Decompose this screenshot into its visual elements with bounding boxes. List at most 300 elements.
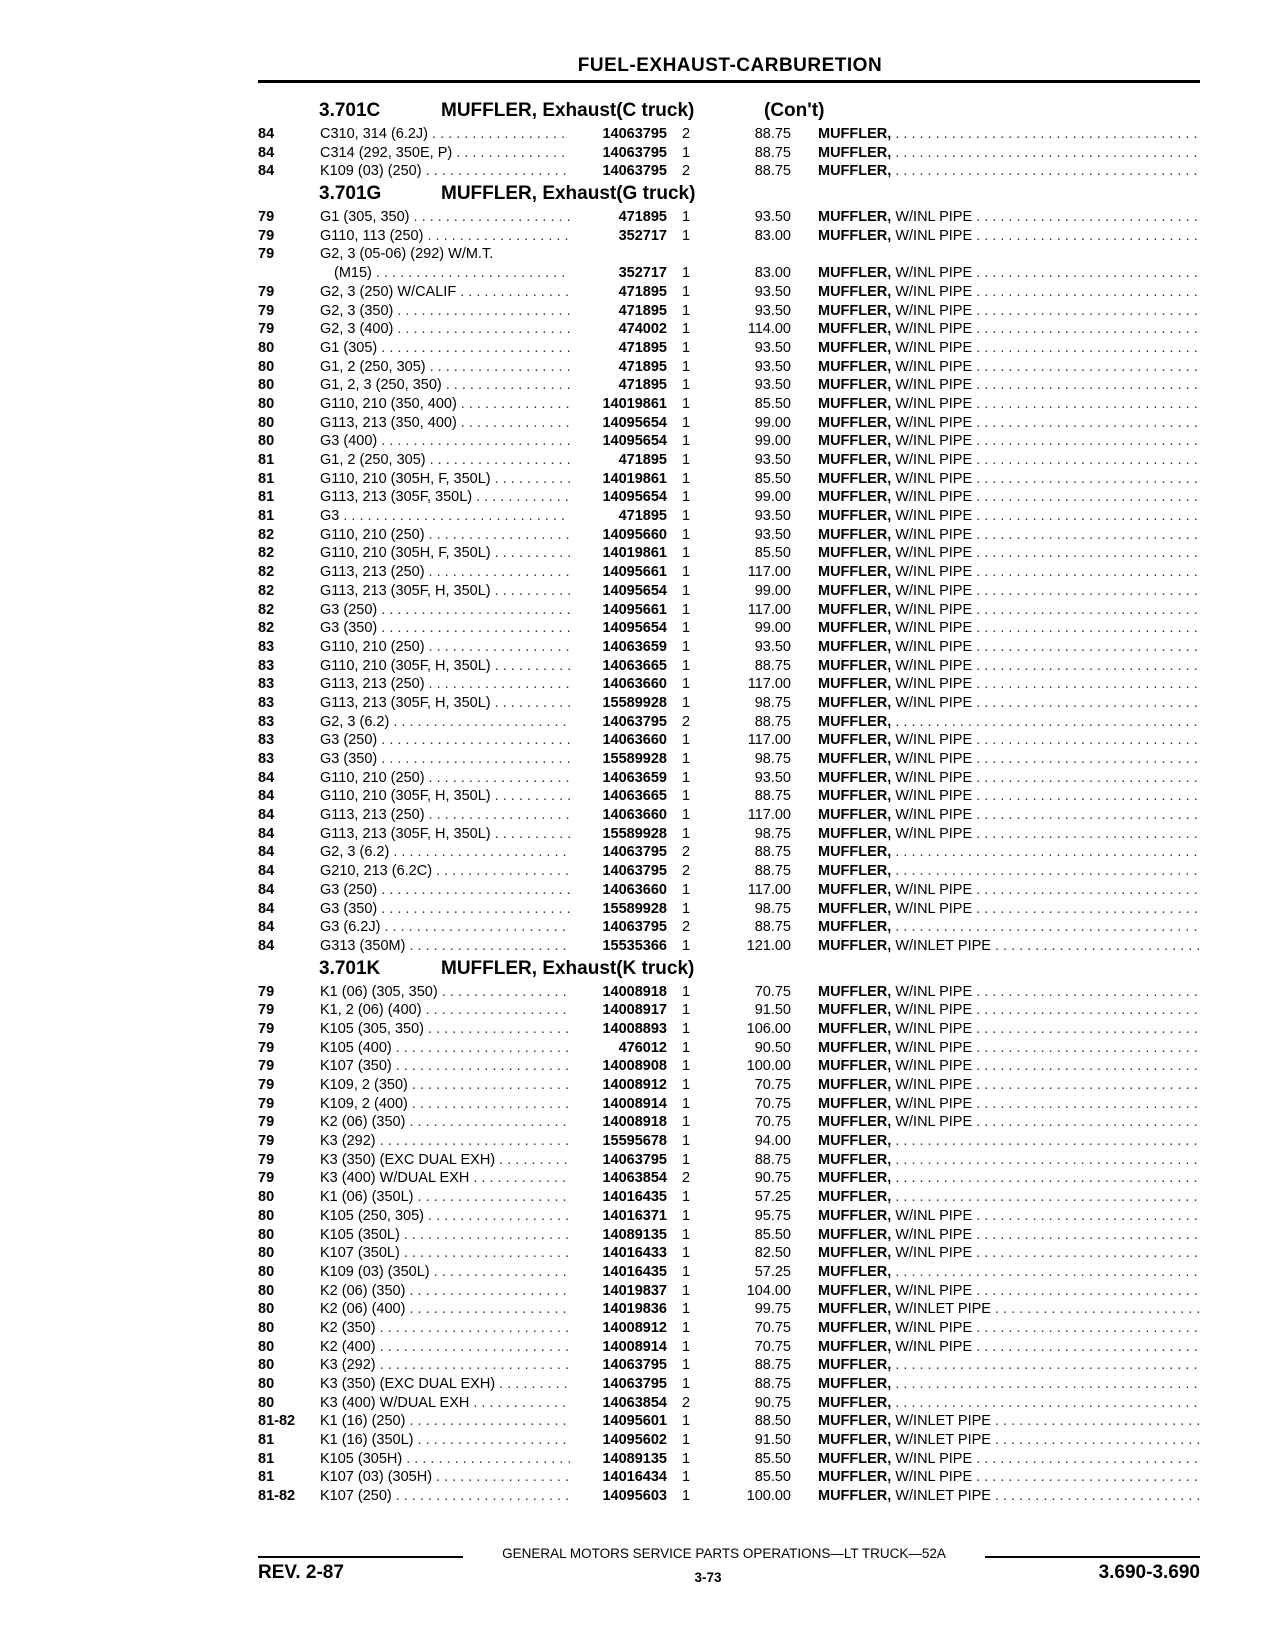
row-model: G1 (305, 350) . . . [320,208,603,227]
row-year: 80 [258,1394,275,1411]
row-part-number: 14008912 [570,1076,667,1095]
row-description-main: MUFFLER, [818,1319,892,1336]
row-quantity: 1 [681,1301,691,1318]
table-row [258,395,1200,414]
row-year: 80 [258,1376,275,1392]
row-year: 79 [258,246,275,263]
row-description-main: MUFFLER, [818,265,892,282]
row-description [818,1169,1200,1188]
row-part-number: 14063659 [570,769,667,788]
table-row [258,1207,1200,1226]
footer-rule-right [985,1556,1200,1558]
row-quantity: 1 [681,769,691,786]
row-year: 80 [258,377,275,394]
row-year: 84 [258,788,275,805]
row-quantity: 2 [681,163,691,180]
row-description-main: MUFFLER, [818,564,892,581]
row-description [818,507,1200,526]
row-quantity: 1 [681,1207,691,1224]
row-part-number: 14008908 [570,1057,667,1076]
row-quantity: 1 [681,377,691,394]
row-part-number: 14019836 [570,1300,667,1319]
row-model: K3 (292) . . . [320,1132,603,1151]
row-description-detail: W/INL PIPE [895,545,973,562]
row-description-main: MUFFLER, [818,1469,892,1486]
row-description-detail: W/INLET PIPE [895,1301,991,1318]
row-quantity: 1 [681,751,691,767]
row-description [818,432,1200,451]
row-part-number: 14095660 [570,526,667,545]
row-model: K1 (16) (250) . . . [320,1412,603,1431]
row-description-main: MUFFLER, [818,1226,892,1243]
row-description [818,1282,1200,1301]
row-model: K3 (350) (EXC DUAL EXH) . . . [320,1375,603,1394]
row-description [818,1263,1200,1282]
table-row [258,1319,1200,1338]
row-quantity: 2 [681,126,691,142]
row-quantity: 1 [681,638,691,655]
table-row [258,1076,1200,1095]
row-part-number: 474002 [570,320,667,339]
row-description [818,358,1200,377]
row-quantity: 1 [681,1077,691,1093]
row-year: 82 [258,526,275,543]
row-part-number: 14063659 [570,638,667,657]
row-description [818,1095,1200,1114]
row-part-number: 471895 [570,507,667,526]
row-quantity: 1 [681,526,691,543]
row-description [818,227,1200,246]
row-year: 79 [258,227,275,244]
row-price: 99.00 [754,582,791,599]
row-price: 114.00 [747,321,791,338]
table-row [258,657,1200,676]
row-description-detail: W/INL PIPE [895,265,973,282]
row-year: 84 [258,144,275,161]
row-price: 90.75 [754,1394,791,1411]
row-part-number: 14063795 [570,162,667,181]
row-description-detail: W/INL PIPE [895,321,973,338]
row-description-main: MUFFLER, [818,937,892,954]
row-description-detail: W/INL PIPE [895,339,973,356]
row-year: 79 [258,209,275,226]
row-price: 90.50 [754,1039,791,1056]
table-row [258,806,1200,825]
row-description [818,283,1200,302]
row-description [818,638,1200,657]
row-model: G3 (250) . . . [320,601,603,620]
row-price: 88.75 [754,863,791,880]
row-model: K107 (250) . . . [320,1487,603,1506]
row-description-detail: W/INL PIPE [895,1319,973,1336]
section-title [258,956,1200,983]
row-year: 80 [258,1319,275,1336]
row-year: 80 [258,339,275,356]
row-year: 80 [258,1338,275,1355]
table-row [258,862,1200,881]
row-model: G110, 210 (350, 400) . . . [320,395,603,414]
table-row [258,713,1200,732]
row-description-main: MUFFLER, [818,358,892,375]
row-description-detail: W/INL PIPE [895,788,973,805]
row-part-number: 14016371 [570,1207,667,1226]
row-quantity: 1 [681,414,691,431]
row-description-main: MUFFLER, [818,1301,892,1318]
row-year: 83 [258,657,275,674]
row-price: 106.00 [746,1020,791,1037]
row-price: 93.50 [754,302,791,319]
row-year: 80 [258,1282,275,1299]
table-row [258,358,1200,377]
row-price: 104.00 [746,1282,791,1299]
row-model: K109 (03) (350L) . . . [320,1263,603,1282]
row-description-detail: W/INL PIPE [895,433,973,450]
row-description [818,1412,1200,1431]
row-part-number: 15535366 [570,937,667,956]
table-row [258,339,1200,358]
row-price: 88.75 [754,1151,791,1168]
row-description-detail: W/INL PIPE [895,302,973,319]
table-row [258,750,1200,769]
row-description-main: MUFFLER, [818,321,892,338]
row-model: G3 (350) . . . [320,750,603,769]
row-description-main: MUFFLER, [818,1058,892,1075]
row-description-main: MUFFLER, [818,339,892,356]
row-description [818,1431,1200,1450]
row-part-number: 14008914 [570,1338,667,1357]
row-model: G1 (305) . . . [320,339,603,358]
row-description [818,619,1200,638]
row-model: G1, 2 (250, 305) . . . [320,358,603,377]
row-part-number: 14008914 [570,1095,667,1114]
row-price: 88.75 [754,788,791,805]
row-price: 88.50 [754,1413,791,1430]
row-description [818,806,1200,825]
row-year: 80 [258,1226,275,1243]
row-year: 83 [258,694,275,711]
row-year: 83 [258,713,275,730]
row-description [818,1244,1200,1263]
row-price: 88.75 [754,126,791,142]
section-3-701k [258,956,1200,1506]
row-part-number: 14008918 [570,1113,667,1132]
row-quantity: 1 [681,1488,691,1505]
row-year: 80 [258,1245,275,1262]
row-year: 79 [258,302,275,319]
row-year: 84 [258,844,275,861]
row-description-detail: W/INL PIPE [895,489,973,506]
row-part-number: 14063795 [570,144,667,163]
row-quantity: 1 [681,1376,691,1392]
row-part-number: 14008918 [570,983,667,1002]
row-description-detail: W/INL PIPE [895,694,973,711]
row-price: 70.75 [754,1095,791,1112]
row-part-number: 14089135 [570,1450,667,1469]
table-row [258,488,1200,507]
row-model: K3 (400) W/DUAL EXH . . . [320,1169,603,1188]
row-model: G113, 213 (305F, H, 350L) . . . [320,694,603,713]
row-description [818,1076,1200,1095]
row-price: 85.50 [754,1450,791,1467]
row-description-detail: W/INL PIPE [895,358,973,375]
row-quantity: 1 [681,1151,691,1168]
row-description [818,376,1200,395]
row-year: 81 [258,1450,275,1467]
row-description [818,983,1200,1002]
row-quantity: 1 [681,1432,691,1449]
page-title: FUEL-EXHAUST-CARBURETION [577,55,883,76]
row-model: G113, 213 (305F, 350L) . . . [320,488,603,507]
row-quantity: 2 [681,863,691,880]
row-description [818,1113,1200,1132]
row-description [818,731,1200,750]
row-price: 88.75 [754,713,791,730]
row-description [818,1338,1200,1357]
row-quantity: 1 [681,1469,691,1486]
row-description-main: MUFFLER, [818,1133,892,1150]
row-part-number: 14063854 [570,1394,667,1413]
row-model: G2, 3 (350) . . . [320,302,603,321]
row-model: G3 (250) . . . [320,881,603,900]
row-description-detail: W/INL PIPE [895,564,973,581]
row-year: 82 [258,564,275,581]
footer-range: 3.690-3.690 [1098,1562,1200,1583]
row-description-detail: W/INL PIPE [895,638,973,655]
row-description-main: MUFFLER, [818,470,892,487]
row-part-number: 14016433 [570,1244,667,1263]
row-part-number: 471895 [570,283,667,302]
row-model: K2 (06) (350) . . . [320,1282,603,1301]
section-code: 3.701K [319,957,381,979]
row-model: K109 (03) (250) . . . [320,162,603,181]
row-description [818,881,1200,900]
row-description-main: MUFFLER, [818,227,892,244]
row-description [818,1132,1200,1151]
row-description-main: MUFFLER, [818,433,892,450]
row-description-main: MUFFLER, [818,676,892,693]
row-year: 81 [258,470,275,487]
table-row [258,619,1200,638]
table-row [258,451,1200,470]
section-name: MUFFLER, Exhaust(C truck) [441,100,695,121]
row-year: 81 [258,452,275,468]
row-quantity: 1 [681,1020,691,1037]
table-row [258,1431,1200,1450]
row-part-number: 14019861 [570,395,667,414]
row-quantity: 1 [681,1189,691,1206]
row-description-detail: W/INLET PIPE [895,1413,991,1430]
row-description-main: MUFFLER, [818,414,892,431]
row-price: 117.00 [747,564,791,581]
row-description [818,563,1200,582]
row-part-number: 14008917 [570,1001,667,1020]
row-model: G110, 210 (305F, H, 350L) . . . [320,787,603,806]
row-description-main: MUFFLER, [818,732,892,749]
row-price: 99.00 [754,433,791,450]
table-row [258,1188,1200,1207]
row-description-detail: W/INL PIPE [895,657,973,674]
row-part-number: 14095654 [570,414,667,433]
row-description-main: MUFFLER, [818,1357,892,1374]
row-description-detail: W/INL PIPE [895,769,973,786]
row-model: K109, 2 (400) . . . [320,1095,603,1114]
row-quantity: 2 [681,1170,691,1187]
row-price: 83.00 [754,265,791,282]
row-year: 83 [258,751,275,767]
table-row [258,638,1200,657]
row-model: G113, 213 (350, 400) . . . [320,414,603,433]
row-description-detail: W/INL PIPE [895,1450,973,1467]
row-part-number: 14063795 [570,713,667,732]
row-description-main: MUFFLER, [818,1207,892,1224]
row-quantity: 1 [681,265,691,282]
row-model: K107 (03) (305H) . . . [320,1468,603,1487]
row-quantity: 1 [681,900,691,917]
row-part-number: 14063660 [570,675,667,694]
row-price: 57.25 [754,1189,791,1206]
row-quantity: 2 [681,844,691,861]
row-part-number: 14016435 [570,1188,667,1207]
row-year: 79 [258,1170,275,1187]
row-year: 81-82 [258,1413,296,1430]
row-description-detail: W/INL PIPE [895,751,973,767]
row-price: 93.50 [754,209,791,226]
row-price: 117.00 [747,601,791,618]
row-part-number: 14016434 [570,1468,667,1487]
row-part-number: 14063660 [570,881,667,900]
row-description [818,125,1200,144]
row-model: G313 (350M) . . . [320,937,603,956]
row-model: G110, 210 (250) . . . [320,526,603,545]
row-price: 100.00 [746,1488,791,1505]
row-model: G110, 210 (305F, H, 350L) . . . [320,657,603,676]
row-year: 79 [258,1133,275,1150]
row-description-detail: W/INL PIPE [895,377,973,394]
table-row [258,1375,1200,1394]
table-row [258,769,1200,788]
row-year: 79 [258,1039,275,1056]
row-part-number: 15589928 [570,825,667,844]
row-description [818,862,1200,881]
row-quantity: 1 [681,881,691,898]
row-description-detail: W/INL PIPE [895,395,973,412]
row-model: K105 (250, 305) . . . [320,1207,603,1226]
row-description [818,750,1200,769]
table-row [258,1132,1200,1151]
row-part-number: 14063795 [570,843,667,862]
row-year: 82 [258,582,275,599]
row-quantity: 1 [681,1263,691,1280]
row-year: 82 [258,620,275,637]
row-model: G210, 213 (6.2C) . . . [320,862,603,881]
row-price: 90.75 [754,1170,791,1187]
row-price: 98.75 [754,694,791,711]
row-part-number: 14016435 [570,1263,667,1282]
row-part-number: 14095654 [570,488,667,507]
row-description-main: MUFFLER, [818,163,892,180]
table-row [258,582,1200,601]
table-row [258,507,1200,526]
row-description-main: MUFFLER, [818,807,892,824]
table-row [258,1095,1200,1114]
row-price: 93.50 [754,526,791,543]
row-quantity: 1 [681,395,691,412]
row-description-main: MUFFLER, [818,1039,892,1056]
section-name: MUFFLER, Exhaust(K truck) [441,957,695,979]
row-description-main: MUFFLER, [818,526,892,543]
row-description-main: MUFFLER, [818,601,892,618]
table-row [258,245,1200,264]
row-part-number: 14063795 [570,1356,667,1375]
row-quantity: 1 [681,1039,691,1056]
row-description-main: MUFFLER, [818,1151,892,1168]
row-model: G2, 3 (400) . . . [320,320,603,339]
footer-rule-left [258,1556,463,1558]
row-model: C310, 314 (6.2J) . . . [320,125,603,144]
row-year: 84 [258,900,275,917]
row-quantity: 1 [681,676,691,693]
row-part-number: 14063795 [570,862,667,881]
row-description-detail: W/INL PIPE [895,582,973,599]
row-year: 79 [258,1077,275,1093]
row-price: 82.50 [754,1245,791,1262]
row-price: 85.50 [754,395,791,412]
row-description-detail: W/INL PIPE [895,807,973,824]
row-description-main: MUFFLER, [818,1095,892,1112]
row-description [818,1300,1200,1319]
row-part-number: 14095601 [570,1412,667,1431]
row-quantity: 1 [681,358,691,375]
row-quantity: 1 [681,732,691,749]
row-description-detail: W/INL PIPE [895,676,973,693]
row-description [818,488,1200,507]
row-quantity: 1 [681,694,691,711]
row-price: 99.00 [754,620,791,637]
row-description-detail: W/INL PIPE [895,470,973,487]
row-price: 99.75 [754,1301,791,1318]
row-model: G3 (400) . . . [320,432,603,451]
row-price: 88.75 [754,144,791,161]
row-description-detail: W/INLET PIPE [895,1488,991,1505]
row-description-main: MUFFLER, [818,1114,892,1131]
row-year: 84 [258,126,275,142]
row-description [818,787,1200,806]
row-description-detail: W/INL PIPE [895,452,973,468]
row-description-main: MUFFLER, [818,1245,892,1262]
table-row [258,526,1200,545]
row-description [818,769,1200,788]
row-description-main: MUFFLER, [818,983,892,1000]
row-description-detail: W/INL PIPE [895,1282,973,1299]
row-quantity: 1 [681,1282,691,1299]
table-row [258,675,1200,694]
row-price: 98.75 [754,751,791,767]
row-quantity: 1 [681,1133,691,1150]
row-year: 79 [258,1095,275,1112]
row-quantity: 1 [681,1226,691,1243]
row-description-detail: W/INL PIPE [895,227,973,244]
table-row [258,731,1200,750]
row-price: 117.00 [747,881,791,898]
row-part-number: 14095602 [570,1431,667,1450]
table-row [258,1412,1200,1431]
row-description-detail: W/INLET PIPE [895,937,991,954]
row-description-detail: W/INL PIPE [895,825,973,842]
row-description-main: MUFFLER, [818,395,892,412]
row-quantity: 1 [681,545,691,562]
table-row [258,376,1200,395]
table-row [258,937,1200,956]
